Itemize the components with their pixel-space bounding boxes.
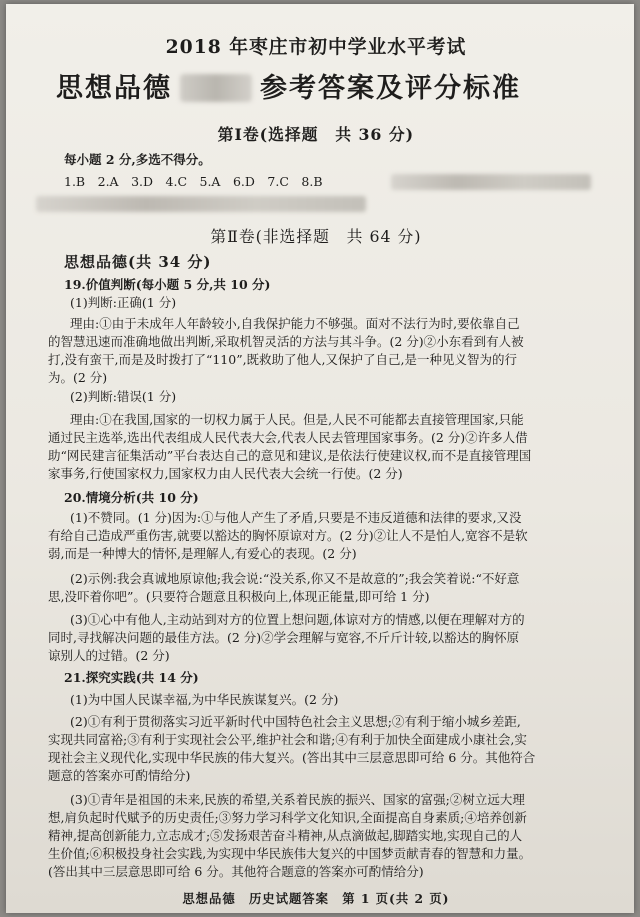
answer-line: 打,没有蛮干,而是及时拨打了“110”,既救助了他人,又保护了自己,是一种见义智为的行 <box>48 352 518 367</box>
answer-line: 弱,而是一种博大的情怀,是理解人,有爱心的表现。(2 分) <box>48 546 357 561</box>
answer-line: (1)为中国人民谋幸福,为中华民族谋复兴。(2 分) <box>70 692 339 707</box>
question-heading: 21.探究实践(共 14 分) <box>64 670 199 685</box>
section-title: 思想品德(共 34 分) <box>64 253 212 271</box>
answer-line: (答出其中三层意思即可给 6 分。其他符合题意的答案亦可酌情给分) <box>48 864 424 879</box>
part1-answers: 1.B 2.A 3.D 4.C 5.A 6.D 7.C 8.B <box>64 174 323 189</box>
part1-note: 每小题 2 分,多选不得分。 <box>64 152 211 167</box>
question-heading: 20.情境分析(共 10 分) <box>64 490 199 505</box>
answer-line: 为。(2 分) <box>48 370 108 385</box>
answer-line: 助“网民建言征集活动”平台表达自己的意见和建议,是依法行使建议权,而不是直接管理国 <box>48 448 532 463</box>
answer-line: 现社会主义现代化,实现中华民族的伟大复兴。(答出其中三层意思即可给 6 分。其他符合 <box>48 750 536 765</box>
answer-line: 的智慧迅速而准确地做出判断,采取机智灵活的方法与其斗争。(2 分)②小东看到有人被 <box>48 334 524 349</box>
part2-title: 第Ⅱ卷(非选择题 共 64 分) <box>210 227 422 246</box>
answer-line: 家事务,行使国家权力,国家权力由人民代表大会统一行使。(2 分) <box>48 466 403 481</box>
answer-title: 参考答案及评分标准 <box>260 73 521 104</box>
answer-line: 通过民主选举,选出代表组成人民代表大会,代表人民去管理国家事务。(2 分)②许多人借 <box>48 430 528 445</box>
answer-line: 题意的答案亦可酌情给分) <box>48 768 191 783</box>
answer-sheet-page <box>6 4 634 913</box>
exam-title: 2018 年枣庄市初中学业水平考试 <box>165 36 467 58</box>
answer-line: (1)判断:正确(1 分) <box>70 295 177 310</box>
answer-line: 理由:①在我国,国家的一切权力属于人民。但是,人民不可能都去直接管理国家,只能 <box>70 412 524 427</box>
answer-line: 想,肩负起时代赋予的历史责任;③努力学习科学文化知识,全面提高自身素质;④培养创新 <box>48 810 527 825</box>
question-heading: 19.价值判断(每小题 5 分,共 10 分) <box>64 277 271 292</box>
answer-line: (3)①心中有他人,主动站到对方的位置上想问题,体谅对方的情感,以便在理解对方的 <box>70 612 525 627</box>
answer-line: 实现共同富裕;③有利于实现社会公平,维护社会和谐;④有利于加快全面建成小康社会,实 <box>48 732 527 747</box>
answer-line: (3)①青年是祖国的未来,民族的希望,关系着民族的振兴、国家的富强;②树立远大理 <box>70 792 525 807</box>
answer-line: 理由:①由于未成年人年龄较小,自我保护能力不够强。面对不法行为时,要依靠自己 <box>70 316 520 331</box>
answer-line: 有给自己造成严重伤害,就要以豁达的胸怀原谅对方。(2 分)②让人不是怕人,宽容不是软 <box>48 528 528 543</box>
answer-line: 思,没吓着你吧”。(只要符合题意且积极向上,体现正能量,即可给 1 分) <box>48 589 430 604</box>
answer-line: (2)①有利于贯彻落实习近平新时代中国特色社会主义思想;②有利于缩小城乡差距, <box>70 714 521 729</box>
answer-line: 精神,提高创新能力,立志成才;⑤发扬艰苦奋斗精神,从点滴做起,脚踏实地,实现自己的人 <box>48 828 523 843</box>
answer-line: (2)判断:错误(1 分) <box>70 389 177 404</box>
subject-title: 思想品德 <box>56 73 172 104</box>
answer-line: 同时,寻找解决问题的最佳方法。(2 分)②学会理解与宽容,不斤斤计较,以豁达的胸怀原 <box>48 630 520 645</box>
document-title <box>56 66 521 105</box>
answer-line: 生价值;⑥积极投身社会实践,为实现中华民族伟大复兴的中国梦贡献青春的智慧和力量。 <box>48 846 532 861</box>
part1-title: 第Ⅰ卷(选择题 共 36 分) <box>217 125 415 144</box>
answer-line: 谅别人的过错。(2 分) <box>48 648 170 663</box>
answer-line: (2)示例:我会真诚地原谅他;我会说:“没关系,你又不是故意的”;我会笑着说:“不好意 <box>70 571 520 586</box>
redacted-blur <box>180 74 252 102</box>
redacted-blur <box>36 196 366 212</box>
answer-line: (1)不赞同。(1 分)因为:①与他人产生了矛盾,只要是不违反道德和法律的要求,又没 <box>70 510 522 525</box>
page-footer: 思想品德 历史试题答案 第 1 页(共 2 页) <box>182 891 450 906</box>
redacted-blur <box>391 174 591 190</box>
